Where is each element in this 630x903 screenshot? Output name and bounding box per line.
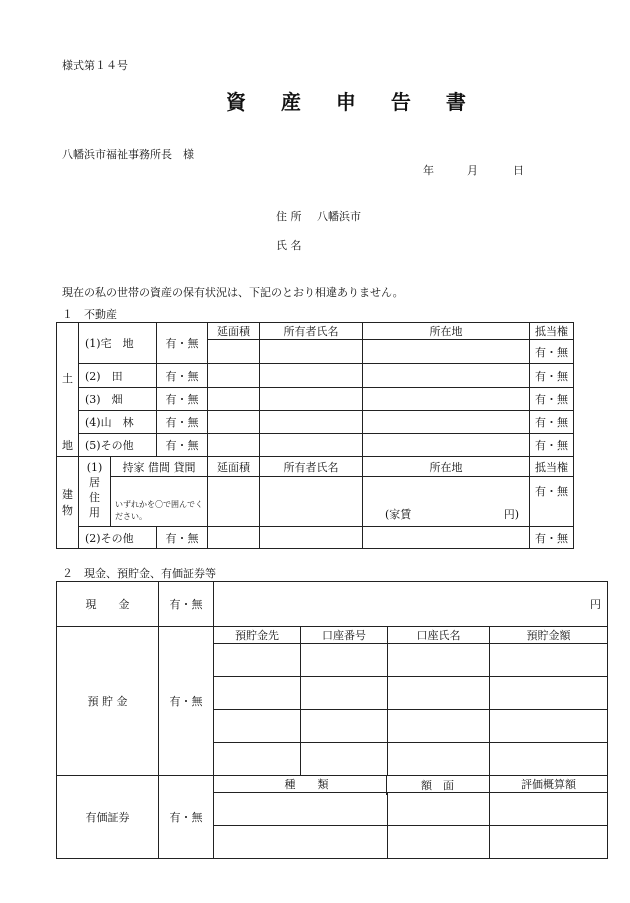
assets-table	[56, 581, 608, 859]
land-row-label: (2) 田	[79, 364, 157, 388]
col-owner: 所有者氏名	[260, 457, 363, 477]
floor-area-cell[interactable]	[208, 340, 260, 364]
mortgage-yes-no[interactable]: 有・無	[530, 388, 574, 411]
building-residence-types[interactable]: 持家 借間 貸間	[111, 457, 208, 477]
residence-note: いずれかを〇で囲んでください。	[111, 477, 208, 527]
building-group-label: 建 物	[57, 457, 79, 549]
floor-area-cell[interactable]	[208, 477, 260, 527]
yes-no-option[interactable]: 有・無	[157, 388, 208, 411]
rent-unit: 円)	[503, 508, 519, 521]
deposit-cell[interactable]	[490, 743, 608, 776]
building-residence-label: (1) 居 住 用	[79, 457, 111, 527]
page-title: 資 産 申 告 書	[226, 90, 480, 114]
location-cell[interactable]	[363, 388, 530, 411]
owner-cell[interactable]	[260, 527, 363, 549]
col-owner: 所有者氏名	[260, 323, 363, 340]
yes-no-option[interactable]: 有・無	[157, 323, 208, 364]
deposit-cell[interactable]	[214, 644, 301, 677]
deposit-cell[interactable]	[301, 644, 388, 677]
location-cell[interactable]	[363, 340, 530, 364]
deposit-cell[interactable]	[214, 743, 301, 776]
mortgage-yes-no[interactable]: 有・無	[530, 340, 574, 364]
securities-type-cell[interactable]	[214, 793, 388, 826]
col-deposit-amount: 預貯金額	[490, 627, 608, 644]
col-floor-area: 延面積	[208, 323, 260, 340]
location-cell[interactable]	[363, 364, 530, 388]
deposit-cell[interactable]	[301, 677, 388, 710]
section1-heading: １ 不動産	[62, 308, 117, 321]
owner-cell[interactable]	[260, 434, 363, 457]
mortgage-yes-no[interactable]: 有・無	[530, 527, 574, 549]
col-mortgage: 抵当権	[530, 457, 574, 477]
land-row-label: (5)その他	[79, 434, 157, 457]
floor-area-cell[interactable]	[208, 434, 260, 457]
securities-value-cell[interactable]	[490, 793, 608, 826]
owner-cell[interactable]	[260, 477, 363, 527]
building-other-label: (2)その他	[79, 527, 157, 549]
cash-amount-field[interactable]	[214, 582, 608, 627]
mortgage-yes-no[interactable]: 有・無	[530, 364, 574, 388]
deposit-cell[interactable]	[388, 677, 490, 710]
deposit-cell[interactable]	[490, 677, 608, 710]
date-day: 日	[513, 164, 524, 177]
yen-unit: 円	[590, 598, 601, 611]
col-estimated-value: 評価概算額	[490, 776, 608, 793]
land-row-label: (1)宅 地	[79, 323, 157, 364]
col-account-number: 口座番号	[301, 627, 388, 644]
floor-area-cell[interactable]	[208, 411, 260, 434]
deposit-cell[interactable]	[388, 644, 490, 677]
location-cell[interactable]	[363, 434, 530, 457]
addressee: 八幡浜市福祉事務所長 様	[62, 148, 194, 161]
date-year: 年	[423, 164, 434, 177]
date-month: 月	[467, 164, 478, 177]
col-account-name: 口座氏名	[388, 627, 490, 644]
rent-label: (家賃	[385, 508, 412, 521]
yes-no-option[interactable]: 有・無	[159, 776, 214, 859]
owner-cell[interactable]	[260, 340, 363, 364]
col-floor-area: 延面積	[208, 457, 260, 477]
col-location: 所在地	[363, 323, 530, 340]
securities-face-cell[interactable]	[388, 793, 490, 826]
mortgage-yes-no[interactable]: 有・無	[530, 434, 574, 457]
location-cell[interactable]	[363, 477, 530, 527]
address-label: 住 所	[276, 210, 302, 223]
yes-no-option[interactable]: 有・無	[157, 527, 208, 549]
owner-cell[interactable]	[260, 411, 363, 434]
deposit-cell[interactable]	[388, 743, 490, 776]
name-label: 氏 名	[276, 239, 302, 252]
location-cell[interactable]	[363, 527, 530, 549]
floor-area-cell[interactable]	[208, 364, 260, 388]
col-location: 所在地	[363, 457, 530, 477]
yes-no-option[interactable]: 有・無	[159, 627, 214, 776]
deposit-cell[interactable]	[214, 677, 301, 710]
deposit-cell[interactable]	[301, 743, 388, 776]
deposit-cell[interactable]	[214, 710, 301, 743]
securities-header-divider	[386, 775, 387, 795]
yes-no-option[interactable]: 有・無	[157, 411, 208, 434]
section2-heading: ２ 現金、預貯金、有価証券等	[62, 567, 216, 580]
mortgage-yes-no[interactable]: 有・無	[530, 477, 574, 527]
yes-no-option[interactable]: 有・無	[159, 582, 214, 627]
deposit-cell[interactable]	[388, 710, 490, 743]
yes-no-option[interactable]: 有・無	[157, 434, 208, 457]
declaration-text: 現在の私の世帯の資産の保有状況は、下記のとおり相違ありません。	[62, 286, 404, 299]
securities-value-cell[interactable]	[490, 826, 608, 859]
land-group-label-top: 土	[57, 323, 79, 434]
floor-area-cell[interactable]	[208, 388, 260, 411]
floor-area-cell[interactable]	[208, 527, 260, 549]
land-row-label: (3) 畑	[79, 388, 157, 411]
deposit-cell[interactable]	[301, 710, 388, 743]
securities-label: 有価証券	[57, 776, 159, 859]
mortgage-yes-no[interactable]: 有・無	[530, 411, 574, 434]
col-securities-type: 種 類	[214, 776, 490, 793]
location-cell[interactable]	[363, 411, 530, 434]
deposit-label: 預 貯 金	[57, 627, 159, 776]
securities-type-cell[interactable]	[214, 826, 388, 859]
deposit-cell[interactable]	[490, 710, 608, 743]
real-estate-table	[56, 322, 574, 549]
deposit-cell[interactable]	[490, 644, 608, 677]
securities-face-cell[interactable]	[388, 826, 490, 859]
land-group-label-bottom: 地	[57, 434, 79, 457]
col-face-value-label: 額 面	[421, 779, 454, 792]
owner-cell[interactable]	[260, 364, 363, 388]
col-deposit-institution: 預貯金先	[214, 627, 301, 644]
col-mortgage: 抵当権	[530, 323, 574, 340]
form-number: 様式第１４号	[62, 59, 128, 72]
yes-no-option[interactable]: 有・無	[157, 364, 208, 388]
land-row-label: (4)山 林	[79, 411, 157, 434]
cash-label: 現 金	[57, 582, 159, 627]
address-value: 八幡浜市	[317, 210, 361, 223]
owner-cell[interactable]	[260, 388, 363, 411]
